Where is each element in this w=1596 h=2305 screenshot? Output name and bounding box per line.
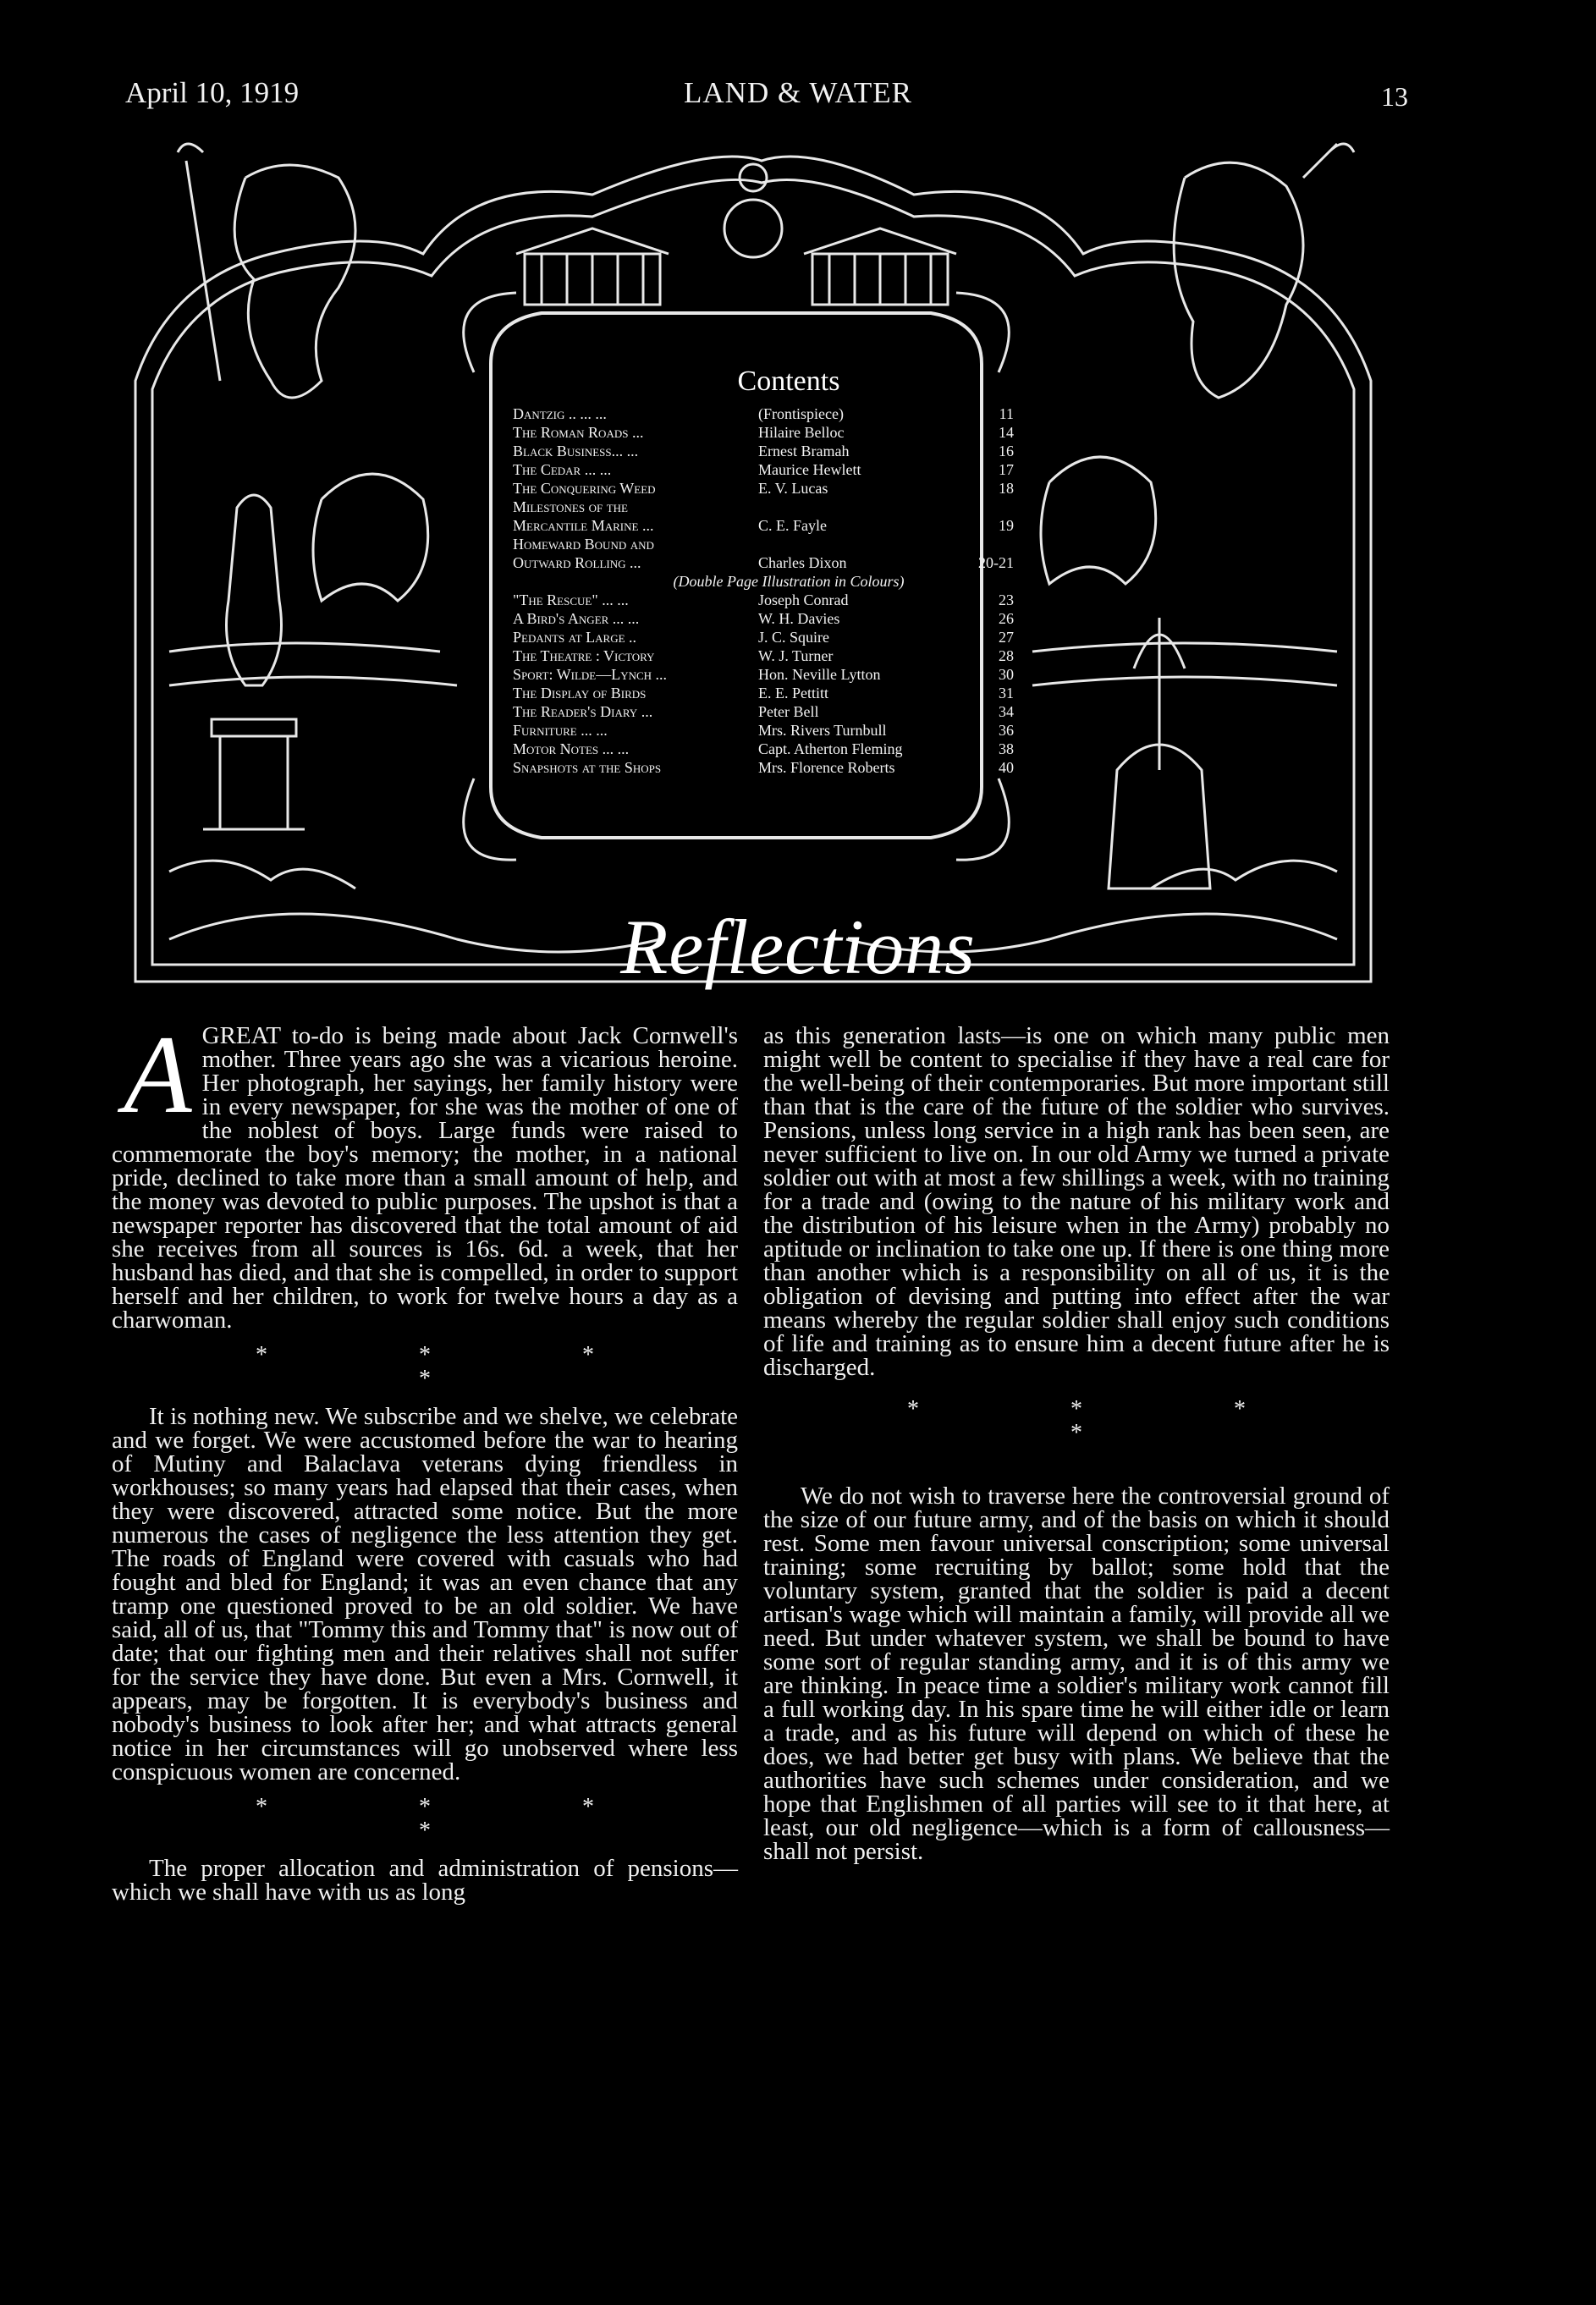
drop-cap: A [124,1012,192,1136]
toc-row [513,609,1065,628]
toc-row [513,460,1065,479]
article-paragraph: GREAT to-do is being made about Jack Cornwell's mother. Three years ago she was a vicarious heroine. Her photograph, her sayings, her family history were in every newspaper, for she was the mother of one of the noblest of boys. Large funds were raised to commemorate the boy's memory; the mother, in a national pride, declined to take more than a small amount of help, and the money was devoted to public purposes. The upshot is that a newspaper reporter has discovered that the total amount of aid she receives from all sources is 16s. 6d. a week, that her husband has died, and that she is compelled, in order to support herself and her children, to work for twelve hours a day as a charwoman. [112,1022,738,1334]
toc-entry-title: The Theatre : Victory [513,647,655,664]
toc-entry-author: W. H. Davies [758,610,840,627]
toc-entry-page: 28 [999,647,1014,664]
toc-entry-page: 27 [999,629,1014,646]
toc-entry-page: 18 [999,480,1014,497]
toc-entry-title: Furniture ... ... [513,722,608,739]
toc-entry-title: Pedants at Large .. [513,629,637,646]
issue-date: April 10, 1919 [125,76,300,109]
toc-entry-page: 36 [999,722,1014,739]
table-of-contents [513,366,1065,777]
toc-entry-author: Mrs. Rivers Turnbull [758,722,887,739]
toc-entry-page [963,535,1014,553]
toc-entry-author: Hilaire Belloc [758,424,845,441]
toc-entry-title: Black Business... ... [513,443,639,459]
toc-entry-author: Joseph Conrad [758,591,849,608]
section-separator: * * * * [256,1794,667,1844]
toc-entry-page: 26 [999,610,1014,627]
toc-entry-title: The Conquering Weed [513,480,656,497]
toc-entry-author: W. J. Turner [758,647,834,664]
toc-entry-title: Motor Notes ... ... [513,740,630,757]
toc-entry-author [758,535,963,553]
toc-note: (Double Page Illustration in Colours) [673,573,905,590]
toc-entry-author: E. V. Lucas [758,480,828,497]
toc-entry-author: E. E. Pettitt [758,685,828,701]
toc-entry-author: (Frontispiece) [758,405,844,422]
toc-entry-title: The Cedar ... ... [513,461,612,478]
toc-row [513,516,1065,535]
toc-row [513,553,1065,572]
toc-row [513,442,1065,460]
article-paragraph: as this generation lasts—is one on which many public men might well be content to specialise if they have a real care for the well-being of their contemporaries. But more important still than that is the care of the future of the soldier who survives. Pensions, unless long service in a high rank has been seen, are never sufficient to live on. In our old Army we turned a private soldier out with at most a few shillings a week, with no training for a trade and (owing to the nature of his military work and the distribution of his leisure when in the Army) probably no aptitude or inclination to take one up. If there is one thing more than another which is a responsibility on all of us, it is the obligation of devising and putting into effect after the war means whereby the regular soldier shall enjoy such conditions of life and training as to ensure him a decent future after he is discharged. [763,1022,1390,1381]
toc-entry-author: J. C. Squire [758,629,830,646]
toc-entry-page [963,498,1014,516]
toc-entry-title: Dantzig .. ... ... [513,405,607,422]
toc-entry-page: 23 [999,591,1014,608]
toc-entry-author [758,498,963,516]
page-number: 13 [1381,81,1408,112]
toc-entry-page: 11 [999,405,1014,422]
toc-row [513,684,1065,702]
toc-row [513,665,1065,684]
toc-entry-title: Outward Rolling ... [513,554,641,571]
toc-entry-author: Peter Bell [758,703,819,720]
toc-entry-author: Hon. Neville Lytton [758,666,881,683]
article-column-right [763,1024,1390,1863]
toc-entry-title: "The Rescue" ... ... [513,591,629,608]
toc-entry-page: 17 [999,461,1014,478]
toc-row [513,721,1065,740]
toc-row [513,423,1065,442]
toc-entry-page: 19 [999,517,1014,534]
section-separator: * * * * [907,1396,1318,1446]
toc-row [513,628,1065,646]
toc-entry-title: Sport: Wilde—Lynch ... [513,666,668,683]
publication-title: LAND & WATER [684,76,912,109]
toc-entry-author: Capt. Atherton Fleming [758,740,903,757]
toc-entry-page: 14 [999,424,1014,441]
toc-entry-page: 30 [999,666,1014,683]
toc-entry-title: The Roman Roads ... [513,424,644,441]
toc-entry-page: 31 [999,685,1014,701]
toc-row [513,702,1065,721]
toc-row [513,498,1065,516]
section-heading: Reflections [620,904,976,990]
toc-entry-page: 20-21 [978,554,1014,571]
article-paragraph: It is nothing new. We subscribe and we shelve, we celebrate and we forget. We were accustomed before the war to hearing of Mutiny and Balaclava veterans dying friendless in workhouses; so many years had elapsed that their cases, when they were discovered, attracted some notice. But the more numerous the cases of negligence the less attention they get. The roads of England were covered with casuals who had fought and bled for England; it was an even chance that any tramp one questioned proved to be an old soldier. We have said, all of us, that "Tommy this and Tommy that" is now out of date; that our fighting men and their relatives shall not suffer for the service they have done. But even a Mrs. Cornwell, it appears, may be forgotten. It is everybody's business and nobody's business to look after her; and what attracts general notice in her circumstances will go unobserved where less conspicuous women are concerned. [112,1403,738,1785]
toc-entry-author: Mrs. Florence Roberts [758,759,895,776]
article-paragraph: We do not wish to traverse here the controversial ground of the size of our future army, and of the basis on which it should rest. Some men favour universal conscription; some universal training; some recruiting by ballot; some hold that the voluntary system, granted that the soldier is paid a decent artisan's wage which will maintain a family, will provide all we need. But under whatever system, we shall be bound to have some sort of regular standing army, and it is of this army we are thinking. In peace time a soldier's military work cannot fill a full working day. In his spare time he will either idle or learn a trade, and as his future will depend on which of these he does, we had better get busy with plans. We believe that the authorities have such schemes under consideration, and we hope that Englishmen of all parties will see to it that here, at least, our old negligence—which is a form of callousness—shall not persist. [763,1483,1390,1865]
toc-row [513,740,1065,758]
section-separator: * * * * [256,1342,667,1392]
toc-entry-author: Ernest Bramah [758,443,850,459]
page-header [0,76,1596,127]
toc-row [513,591,1065,609]
toc-entry-page: 34 [999,703,1014,720]
toc-row [513,479,1065,498]
toc-entry-page: 38 [999,740,1014,757]
toc-entry-author: Charles Dixon [758,554,847,571]
article-paragraph: The proper allocation and administration of pensions—which we shall have with us as long [112,1855,738,1906]
toc-row [513,646,1065,665]
toc-entry-author: Maurice Hewlett [758,461,861,478]
toc-entry-title: Snapshots at the Shops [513,759,662,776]
toc-entry-author: C. E. Fayle [758,517,827,534]
toc-entry-title: Homeward Bound and [513,536,654,553]
toc-entry-title: Milestones of the [513,498,628,515]
toc-entry-title: Mercantile Marine ... [513,517,654,534]
toc-entry-title: The Display of Birds [513,685,647,701]
toc-row [513,404,1065,423]
toc-row [513,758,1065,777]
article-column-left [112,1012,738,1906]
toc-row [513,535,1065,553]
contents-title: Contents [737,366,840,397]
toc-entry-page: 16 [999,443,1014,459]
toc-entry-title: A Bird's Anger ... ... [513,610,640,627]
toc-entry-title: The Reader's Diary ... [513,703,653,720]
toc-entry-page: 40 [999,759,1014,776]
